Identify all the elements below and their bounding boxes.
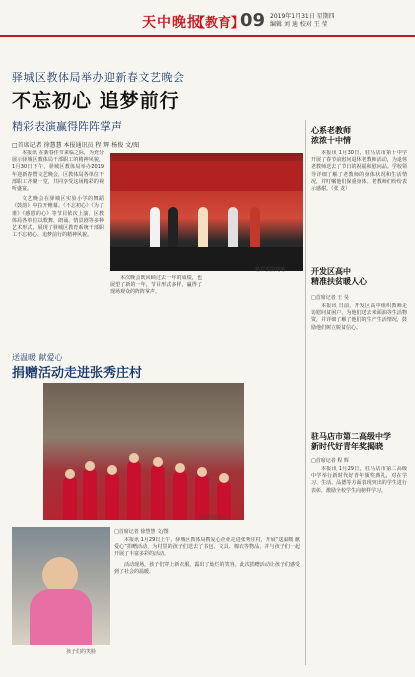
child-face: [219, 473, 229, 483]
child-face: [107, 465, 117, 475]
child-figure: [83, 468, 97, 520]
girl-photo: [12, 527, 110, 645]
second-paragraph: 活动现场，孩子们穿上新衣服，露出了灿烂的笑容。此次捐赠活动让孩子们感受到了社会的温暖。: [114, 561, 300, 575]
child-face: [85, 461, 95, 471]
gala-photo-caption: 精彩表演现场: [255, 267, 286, 273]
second-body: [114, 537, 300, 665]
lead-byline: □首席记者 徐慧慧 本报通讯员 程 辉 杨俊 文/图: [12, 142, 140, 149]
children-photo: [43, 383, 244, 520]
child-figure: [63, 476, 77, 520]
lead-subhead: 精彩表演赢得阵阵掌声: [12, 120, 122, 133]
child-face: [197, 467, 207, 477]
lead-headline: 不忘初心 追梦前行: [12, 90, 180, 112]
page-number: 09: [240, 10, 266, 31]
lead-paragraph: 文艺晚会在驿城区实验小学的舞蹈《鼓韵》中拉开帷幕。《不忘初心》《为了谁》《感恩的心》等节目依次上演，区教体局各单位以歌舞、朗诵、情景剧等多种艺术形式，展现了驿城区教育系统干部职工不忘初心、追梦前行的精神风貌。: [12, 196, 104, 239]
editor-text: 编辑 刘 迪 校对 王 莹: [270, 21, 328, 28]
performer-figure: [228, 207, 238, 249]
dateline: [270, 13, 335, 29]
performer-figure: [150, 207, 160, 249]
right-story-byline: □首席记者 程 辉: [311, 458, 349, 464]
right-story-body: [311, 150, 407, 260]
lead-body-col1: [12, 150, 104, 346]
child-figure: [127, 460, 141, 520]
girl-photo-caption: 孩子们的笑脸: [66, 649, 97, 655]
child-figure: [105, 472, 119, 520]
second-byline: □首席记者 徐慧慧 文/图: [114, 529, 169, 535]
right-story-byline: □首席记者 王 昊: [311, 295, 349, 301]
header-rule: [0, 35, 415, 37]
child-face: [175, 463, 185, 473]
right-story-text: 本报讯 日前，开发区高中组织教师走访慰问贫困户，为他们送去米面油等生活物资，并详细了解了他们的生产生活情况，鼓励他们树立脱贫信心。: [311, 303, 407, 331]
page-header: [0, 0, 415, 44]
performer-figure: [168, 207, 178, 249]
girl-coat: [30, 589, 92, 645]
newspaper-brand: 天中晚报: [142, 15, 202, 31]
stage-banner: [110, 161, 303, 191]
right-story-title: 心系老教师 浓浓十中情: [311, 126, 351, 145]
child-figure: [151, 464, 165, 520]
right-story-text: 本报讯 1月30日，驻马店市第十中学开展了春节前慰问退休老教师活动，为退休老教师送去了节日的祝福和慰问品。学校领导详细了解了老教师的身体状况和生活情况，并叮嘱他们保重身体。老教师们纷纷表示感谢。（张 龙）: [311, 150, 407, 193]
right-story-body: [311, 466, 407, 666]
section-label: 【教育】: [192, 16, 245, 31]
second-kicker: 送温暖 献爱心: [12, 353, 63, 362]
child-figure: [173, 470, 187, 520]
right-story-body: [311, 303, 407, 433]
child-face: [153, 457, 163, 467]
lead-paragraph: 本报讯 在新春佳节来临之际，为充分展示驿城区教体局干部职工的精神风貌，1月30日下午，驿城区教体局举办2019年迎新春暨文艺晚会，区教体局各单位干部职工齐聚一堂，共同享受这场精彩的视听盛宴。: [12, 150, 104, 193]
right-story-title: 开发区高中 精准扶贫暖人心: [311, 267, 367, 286]
second-paragraph: 本报讯 1月29日上午，驿城区教体局携爱心企业走进张秀庄村，开展“送温暖 献爱心”捐赠活动，为村里的孩子们送去了书包、文具、棉衣等物品，并与孩子们一起开展了丰富多彩的活动。: [114, 537, 300, 558]
lead-kicker: 驿城区教体局举办迎新春文艺晚会: [12, 71, 185, 84]
lead-body-col2: [110, 275, 202, 345]
right-story-title: 驻马店市第二高级中学 新时代好青年奖揭晓: [311, 432, 391, 451]
child-face: [129, 453, 139, 463]
girl-face: [42, 557, 78, 593]
second-title: 捐赠活动走进张秀庄村: [12, 366, 143, 381]
column-rule: [305, 120, 306, 665]
child-face: [65, 469, 75, 479]
performer-figure: [250, 207, 260, 249]
lead-paragraph: 本次晚会既回顾过去一年的成绩，也展望了新的一年，节目形式多样，赢得了现场观众的阵阵掌声。: [110, 275, 202, 296]
children-photo-caption: 欢乐的孩子们: [198, 515, 229, 521]
date-text: 2019年1月31日 星期四: [270, 13, 335, 20]
right-story-text: 本报讯 1月29日，驻马店市第二高级中学举行新时代好青年颁奖典礼，对在学习、生活、品德等方面表现突出的学生进行表彰，激励全校学生向榜样学习。: [311, 466, 407, 494]
performer-figure: [198, 207, 208, 249]
gala-photo: [110, 153, 303, 271]
